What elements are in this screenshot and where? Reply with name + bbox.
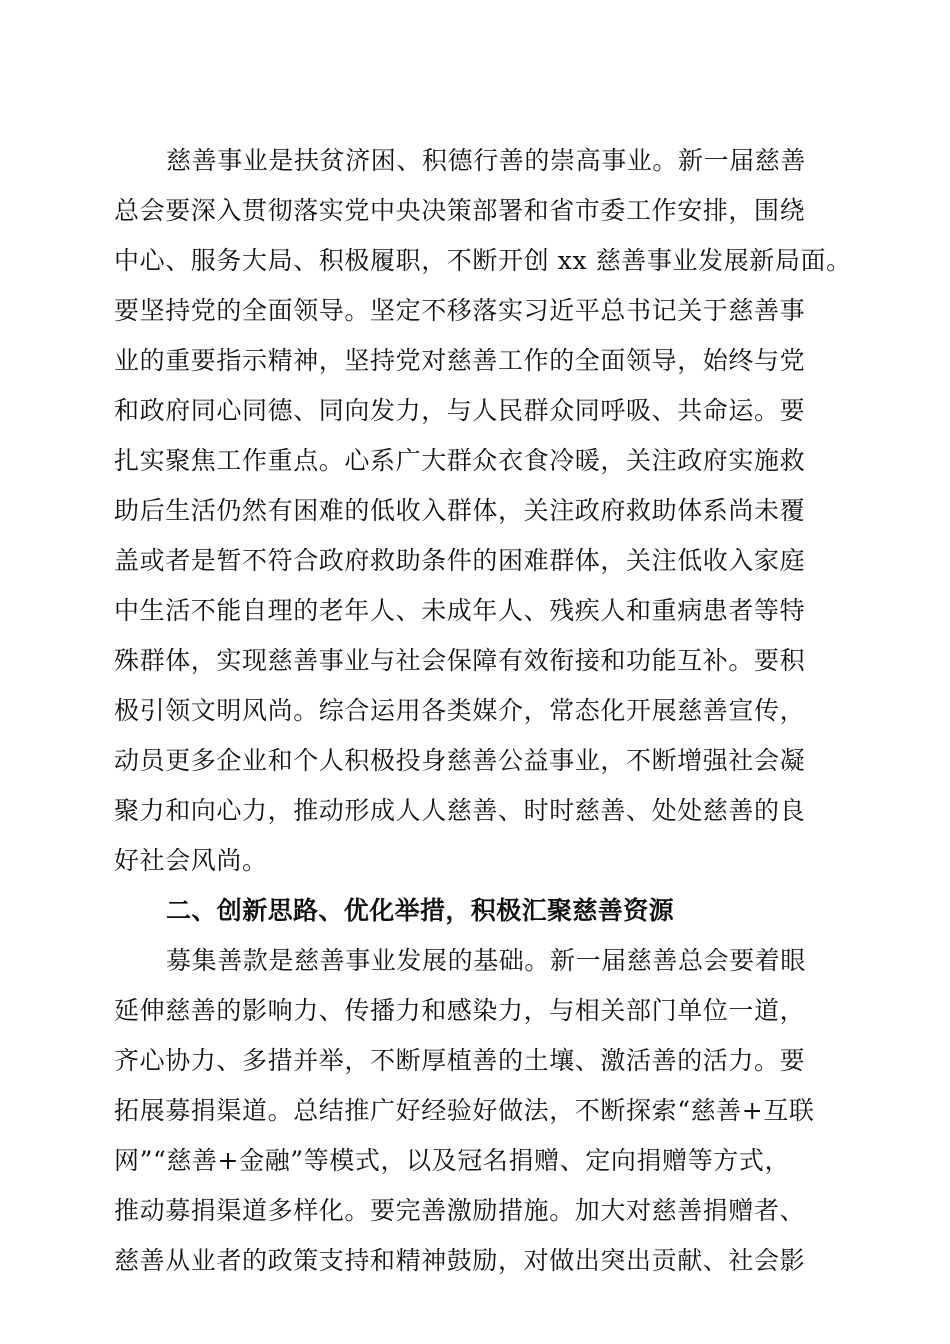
paragraph-1-line-2: 总会要深入贯彻落实党中央决策部署和省市委工作安排，围绕 [114,196,806,225]
paragraph-1-line-4: 要坚持党的全面领导。坚定不移落实习近平总书记关于慈善事 [114,296,806,325]
paragraph-2-line-1: 募集善款是慈善事业发展的基础。新一届慈善总会要着眼 [166,946,807,975]
paragraph-1-line-9: 盖或者是暂不符合政府救助条件的困难群体，关注低收入家庭 [114,546,806,575]
paragraph-2-line-7: 慈善从业者的政策支持和精神鼓励，对做出突出贡献、社会影 [114,1246,806,1275]
paragraph-1-line-13: 动员更多企业和个人积极投身慈善公益事业，不断增强社会凝 [114,746,806,775]
paragraph-1-line-8: 助后生活仍然有困难的低收入群体，关注政府救助体系尚未覆 [114,496,806,525]
paragraph-1-line-1: 慈善事业是扶贫济困、积德行善的崇高事业。新一届慈善 [166,146,807,175]
paragraph-1-line-5: 业的重要指示精神，坚持党对慈善工作的全面领导，始终与党 [114,346,806,375]
paragraph-1-line-14: 聚力和向心力，推动形成人人慈善、时时慈善、处处慈善的良 [114,796,806,825]
paragraph-2-line-4: 拓展募捐渠道。总结推广好经验好做法，不断探索“慈善+互联 [114,1096,815,1125]
paragraph-2-line-3: 齐心协力、多措并举，不断厚植善的土壤、激活善的活力。要 [114,1046,806,1075]
paragraph-1-line-10: 中生活不能自理的老年人、未成年人、残疾人和重病患者等特 [114,596,806,625]
paragraph-1-line-6: 和政府同心同德、同向发力，与人民群众同呼吸、共命运。要 [114,396,806,425]
paragraph-1-line-15: 好社会风尚。 [114,846,268,875]
paragraph-2-line-5: 网”“慈善+金融”等模式，以及冠名捐赠、定向捐赠等方式， [114,1146,791,1175]
paragraph-1-line-11: 殊群体，实现慈善事业与社会保障有效衔接和功能互补。要积 [114,646,806,675]
paragraph-2-line-6: 推动募捐渠道多样化。要完善激励措施。加大对慈善捐赠者、 [114,1196,806,1225]
paragraph-2-line-2: 延伸慈善的影响力、传播力和感染力，与相关部门单位一道， [114,996,806,1025]
paragraph-1-line-7: 扎实聚焦工作重点。心系广大群众衣食冷暖，关注政府实施救 [114,446,806,475]
paragraph-1-line-3: 中心、服务大局、积极履职，不断开创 xx 慈善事业发展新局面。 [114,246,852,275]
section-heading-2: 二、创新思路、优化举措，积极汇聚慈善资源 [166,896,675,925]
paragraph-1-line-12: 极引领文明风尚。综合运用各类媒介，常态化开展慈善宣传， [114,696,806,725]
